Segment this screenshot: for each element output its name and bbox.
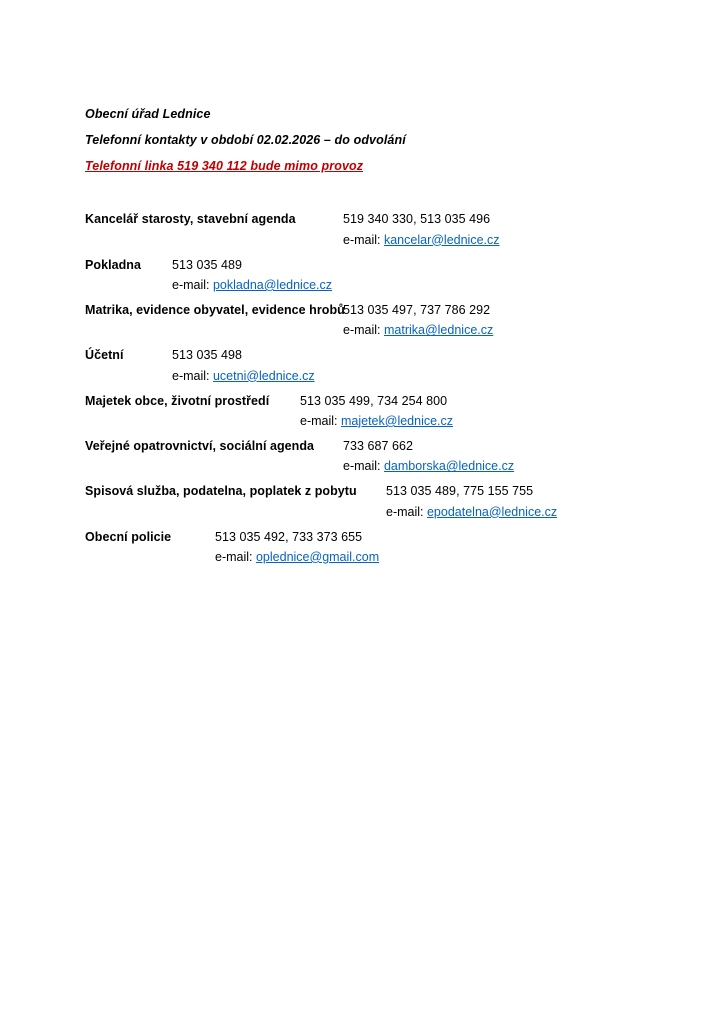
contact-phone-numbers: 513 035 492, 733 373 655 [215,529,363,544]
contact-label: Pokladna [85,257,141,272]
contact-entry [85,257,665,296]
email-link[interactable]: oplednice@gmail.com [255,549,380,564]
contact-row [85,211,665,228]
contact-row [85,257,665,274]
contact-email-row [85,455,665,477]
document-subtitle: Telefonní kontakty v období 02.02.2026 – do odvolání [85,133,406,148]
email-label: e-mail: [343,459,384,474]
contact-email-row [85,319,665,341]
contact-row [85,347,665,364]
contact-phone-numbers: 733 687 662 [343,439,414,454]
contact-entry [85,438,665,477]
contact-email-row [85,229,665,251]
outage-notice: Telefonní linka 519 340 112 bude mimo provoz [85,159,364,174]
contact-row [85,393,665,410]
contact-phone-numbers: 519 340 330, 513 035 496 [343,212,491,227]
email-label: e-mail: [172,368,213,383]
email-link[interactable]: matrika@lednice.cz [383,323,494,338]
email-link[interactable]: epodatelna@lednice.cz [426,504,558,519]
contact-entry [85,529,665,568]
contact-entry [85,393,665,432]
email-link[interactable]: ucetni@lednice.cz [212,368,315,383]
contact-row [85,302,665,319]
contact-row [85,438,665,455]
contact-label: Veřejné opatrovnictví, sociální agenda [85,439,315,454]
contact-row [85,483,665,500]
contact-phone-numbers: 513 035 489, 775 155 755 [386,484,534,499]
page-title: Obecní úřad Lednice [85,107,211,121]
contact-label: Obecní policie [85,529,172,544]
contact-phone-numbers: 513 035 497, 737 786 292 [343,303,491,318]
contact-label: Spisová služba, podatelna, poplatek z pobytu [85,484,357,499]
email-link[interactable]: damborska@lednice.cz [383,459,515,474]
contact-phone-numbers: 513 035 498 [172,348,243,363]
contact-list [85,211,665,568]
contact-entry [85,347,665,386]
contact-label: Majetek obce, životní prostředí [85,393,270,408]
contact-email-row [85,501,665,523]
email-link[interactable]: kancelar@lednice.cz [383,232,500,247]
email-label: e-mail: [300,413,341,428]
email-label: e-mail: [215,549,256,564]
contact-label: Matrika, evidence obyvatel, evidence hrobů [85,303,345,318]
contact-label: Účetní [85,348,124,363]
email-link[interactable]: pokladna@lednice.cz [212,277,332,292]
email-link[interactable]: majetek@lednice.cz [340,413,454,428]
email-label: e-mail: [343,323,384,338]
contact-email-row [85,546,665,568]
contact-phone-numbers: 513 035 499, 734 254 800 [300,393,448,408]
contact-label: Kancelář starosty, stavební agenda [85,212,296,227]
contact-entry [85,483,665,522]
contact-phone-numbers: 513 035 489 [172,257,243,272]
contact-email-row [85,274,665,296]
contact-email-row [85,365,665,387]
email-label: e-mail: [343,232,384,247]
contact-entry [85,302,665,341]
contact-row [85,529,665,546]
email-label: e-mail: [386,504,427,519]
section-spacer [85,173,665,211]
contact-email-row [85,410,665,432]
contact-entry [85,211,665,250]
email-label: e-mail: [172,277,213,292]
